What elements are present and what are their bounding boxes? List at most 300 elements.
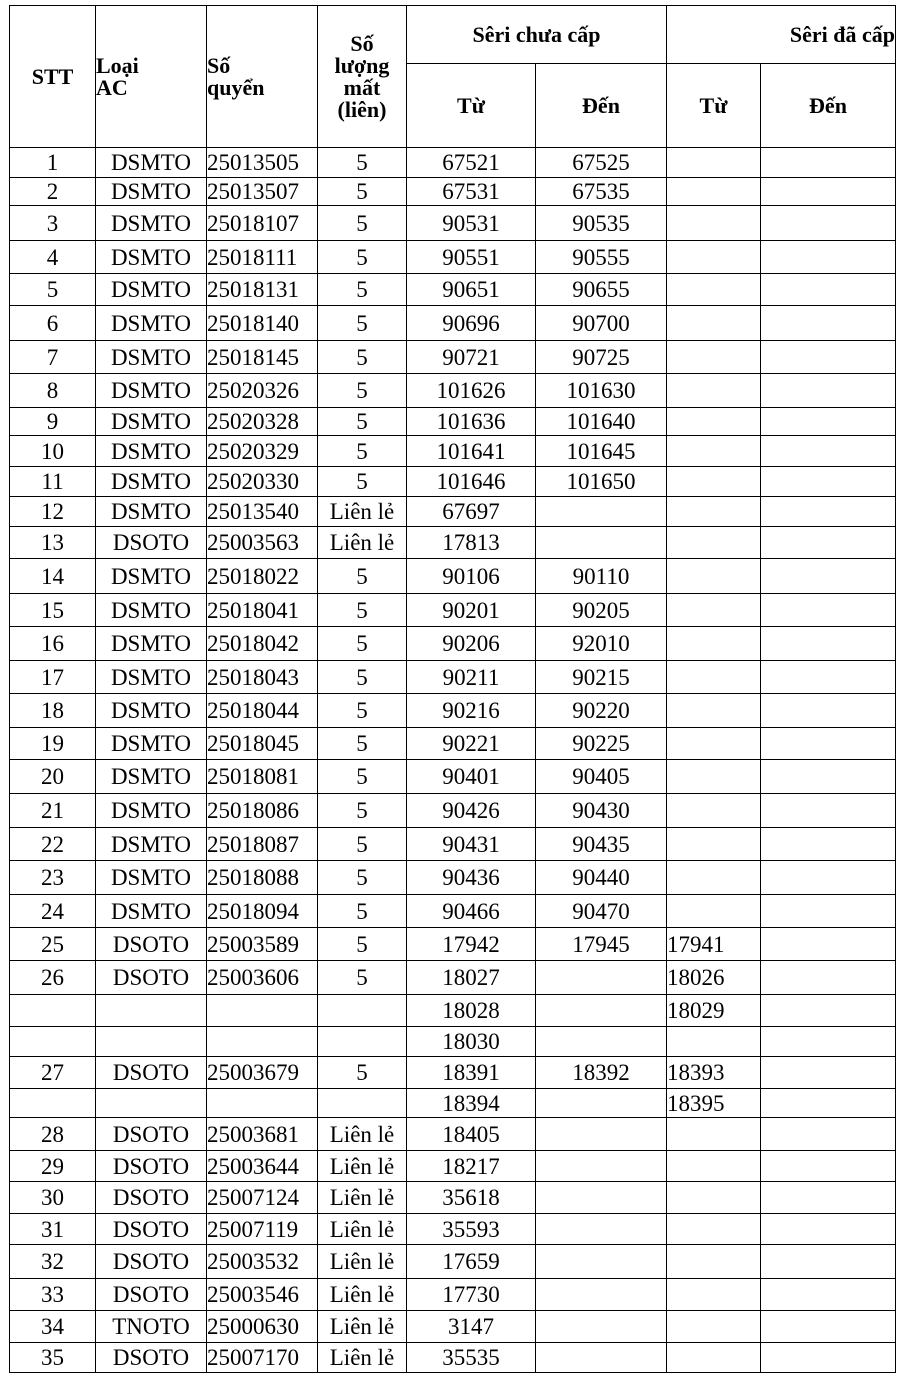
cell-chua-cap-den: 90405 [536, 760, 667, 794]
cell-so-quyen: 25000630 [207, 1311, 318, 1343]
cell-da-cap-den [761, 467, 896, 497]
cell-so-quyen [207, 995, 318, 1027]
cell-chua-cap-tu: 90431 [407, 828, 536, 861]
cell-da-cap-den [761, 408, 896, 436]
cell-chua-cap-tu: 90696 [407, 306, 536, 341]
table-row [10, 527, 896, 559]
cell-loai-ac: DSOTO [96, 961, 207, 995]
cell-stt: 21 [10, 794, 96, 828]
cell-da-cap-tu: 17941 [667, 928, 761, 961]
cell-da-cap-tu [667, 794, 761, 828]
header-loai-line2: AC [96, 74, 128, 100]
cell-da-cap-den [761, 895, 896, 928]
cell-so-luong: Liên lẻ [318, 1311, 407, 1343]
cell-chua-cap-den [536, 1214, 667, 1245]
cell-chua-cap-tu: 90211 [407, 661, 536, 694]
cell-da-cap-tu [667, 148, 761, 178]
cell-chua-cap-tu: 17659 [407, 1245, 536, 1279]
seri-table [9, 5, 896, 1373]
cell-chua-cap-tu: 18405 [407, 1118, 536, 1151]
cell-so-quyen: 25003589 [207, 928, 318, 961]
cell-stt: 30 [10, 1182, 96, 1214]
cell-stt [10, 1089, 96, 1118]
cell-chua-cap-den [536, 1245, 667, 1279]
cell-loai-ac: DSMTO [96, 148, 207, 178]
cell-loai-ac: DSMTO [96, 178, 207, 206]
cell-stt: 29 [10, 1151, 96, 1182]
cell-so-luong: 5 [318, 627, 407, 661]
table-row [10, 1027, 896, 1057]
table-row [10, 178, 896, 206]
cell-so-luong: 5 [318, 241, 407, 274]
cell-chua-cap-tu: 90466 [407, 895, 536, 928]
cell-stt: 23 [10, 861, 96, 895]
cell-so-quyen: 25018041 [207, 594, 318, 627]
cell-chua-cap-tu: 90221 [407, 728, 536, 760]
cell-so-luong: 5 [318, 594, 407, 627]
cell-da-cap-den [761, 206, 896, 241]
cell-chua-cap-den [536, 1311, 667, 1343]
cell-da-cap-tu [667, 828, 761, 861]
cell-chua-cap-tu: 101626 [407, 374, 536, 408]
table-row [10, 467, 896, 497]
cell-da-cap-tu [667, 436, 761, 467]
cell-so-luong: 5 [318, 760, 407, 794]
cell-stt: 25 [10, 928, 96, 961]
table-row [10, 241, 896, 274]
cell-chua-cap-den: 67535 [536, 178, 667, 206]
cell-loai-ac: DSMTO [96, 559, 207, 594]
cell-stt: 18 [10, 694, 96, 728]
cell-stt: 27 [10, 1057, 96, 1089]
cell-chua-cap-den [536, 1089, 667, 1118]
cell-chua-cap-tu: 90106 [407, 559, 536, 594]
cell-loai-ac: DSMTO [96, 274, 207, 306]
cell-so-luong: Liên lẻ [318, 1118, 407, 1151]
cell-da-cap-den [761, 1057, 896, 1089]
cell-chua-cap-den: 90700 [536, 306, 667, 341]
cell-chua-cap-den: 67525 [536, 148, 667, 178]
cell-so-quyen: 25020326 [207, 374, 318, 408]
cell-chua-cap-tu: 18217 [407, 1151, 536, 1182]
header-stt: STT [10, 6, 96, 148]
cell-chua-cap-den [536, 527, 667, 559]
cell-loai-ac: DSOTO [96, 1057, 207, 1089]
cell-so-luong: 5 [318, 895, 407, 928]
cell-da-cap-tu [667, 527, 761, 559]
cell-chua-cap-tu: 90436 [407, 861, 536, 895]
table-row [10, 374, 896, 408]
cell-loai-ac: DSMTO [96, 206, 207, 241]
header-da-cap-den: Đến [761, 64, 896, 148]
cell-chua-cap-den [536, 961, 667, 995]
cell-da-cap-den [761, 627, 896, 661]
cell-da-cap-tu [667, 374, 761, 408]
cell-loai-ac: DSOTO [96, 1245, 207, 1279]
cell-so-quyen: 25003546 [207, 1279, 318, 1311]
cell-chua-cap-tu: 67531 [407, 178, 536, 206]
cell-stt: 10 [10, 436, 96, 467]
cell-stt: 14 [10, 559, 96, 594]
cell-stt: 31 [10, 1214, 96, 1245]
cell-so-luong: 5 [318, 694, 407, 728]
table-body [10, 148, 896, 1373]
cell-stt: 7 [10, 341, 96, 374]
table-row [10, 274, 896, 306]
table-row [10, 408, 896, 436]
cell-chua-cap-den: 90430 [536, 794, 667, 828]
cell-da-cap-tu [667, 1245, 761, 1279]
cell-so-luong: 5 [318, 559, 407, 594]
cell-chua-cap-tu: 90206 [407, 627, 536, 661]
cell-chua-cap-den: 90220 [536, 694, 667, 728]
cell-da-cap-tu [667, 861, 761, 895]
cell-stt: 6 [10, 306, 96, 341]
cell-da-cap-den [761, 274, 896, 306]
cell-da-cap-den [761, 694, 896, 728]
cell-so-quyen: 25013507 [207, 178, 318, 206]
cell-chua-cap-den: 90225 [536, 728, 667, 760]
cell-loai-ac: DSOTO [96, 1151, 207, 1182]
cell-loai-ac: DSOTO [96, 928, 207, 961]
cell-so-quyen: 25018081 [207, 760, 318, 794]
table-row [10, 148, 896, 178]
cell-chua-cap-tu: 3147 [407, 1311, 536, 1343]
cell-so-luong: 5 [318, 928, 407, 961]
cell-chua-cap-den [536, 497, 667, 527]
cell-loai-ac: DSMTO [96, 306, 207, 341]
cell-stt: 4 [10, 241, 96, 274]
cell-chua-cap-tu: 90651 [407, 274, 536, 306]
cell-da-cap-tu [667, 760, 761, 794]
table-row [10, 794, 896, 828]
header-so-luong-line1: Số [350, 30, 374, 56]
cell-stt: 15 [10, 594, 96, 627]
cell-chua-cap-den: 90110 [536, 559, 667, 594]
cell-loai-ac [96, 1027, 207, 1057]
cell-chua-cap-den: 17945 [536, 928, 667, 961]
cell-chua-cap-den: 90205 [536, 594, 667, 627]
cell-so-luong: Liên lẻ [318, 1182, 407, 1214]
cell-so-quyen [207, 1089, 318, 1118]
cell-so-luong: 5 [318, 178, 407, 206]
cell-chua-cap-den [536, 1151, 667, 1182]
cell-so-luong: 5 [318, 828, 407, 861]
cell-da-cap-den [761, 527, 896, 559]
cell-stt: 3 [10, 206, 96, 241]
cell-so-quyen: 25018043 [207, 661, 318, 694]
table-row [10, 206, 896, 241]
cell-chua-cap-den: 90440 [536, 861, 667, 895]
cell-so-quyen: 25007124 [207, 1182, 318, 1214]
table-row [10, 559, 896, 594]
header-so-quyen-line2: quyển [207, 74, 265, 100]
cell-loai-ac: DSMTO [96, 341, 207, 374]
table-row [10, 627, 896, 661]
cell-da-cap-den [761, 1027, 896, 1057]
cell-da-cap-den [761, 497, 896, 527]
cell-chua-cap-den: 90655 [536, 274, 667, 306]
cell-loai-ac: DSMTO [96, 408, 207, 436]
cell-chua-cap-den: 90725 [536, 341, 667, 374]
cell-so-quyen: 25018131 [207, 274, 318, 306]
cell-chua-cap-den: 101645 [536, 436, 667, 467]
table-row [10, 594, 896, 627]
cell-chua-cap-den [536, 1118, 667, 1151]
cell-loai-ac: DSMTO [96, 760, 207, 794]
header-loai-ac [96, 6, 207, 148]
cell-loai-ac: DSMTO [96, 627, 207, 661]
cell-chua-cap-tu: 17730 [407, 1279, 536, 1311]
cell-da-cap-tu [667, 306, 761, 341]
cell-da-cap-tu [667, 1118, 761, 1151]
header-chua-cap-tu: Từ [407, 64, 536, 148]
cell-so-luong: 5 [318, 661, 407, 694]
cell-chua-cap-tu: 35618 [407, 1182, 536, 1214]
cell-da-cap-den [761, 374, 896, 408]
cell-da-cap-tu [667, 1279, 761, 1311]
cell-chua-cap-tu: 90531 [407, 206, 536, 241]
cell-loai-ac: DSMTO [96, 497, 207, 527]
cell-so-luong: 5 [318, 1057, 407, 1089]
cell-da-cap-den [761, 794, 896, 828]
cell-chua-cap-den [536, 995, 667, 1027]
header-so-quyen [207, 6, 318, 148]
cell-stt: 34 [10, 1311, 96, 1343]
table-row [10, 1343, 896, 1373]
cell-so-quyen: 25007170 [207, 1343, 318, 1373]
table-row [10, 995, 896, 1027]
cell-chua-cap-tu: 101646 [407, 467, 536, 497]
cell-stt: 19 [10, 728, 96, 760]
cell-chua-cap-den: 90215 [536, 661, 667, 694]
cell-chua-cap-tu: 17813 [407, 527, 536, 559]
cell-so-quyen: 25018094 [207, 895, 318, 928]
cell-da-cap-tu [667, 241, 761, 274]
header-loai-line1: Loại [96, 52, 139, 78]
cell-so-luong: 5 [318, 861, 407, 895]
cell-chua-cap-den: 90535 [536, 206, 667, 241]
cell-chua-cap-tu: 18394 [407, 1089, 536, 1118]
header-so-quyen-line1: Số [207, 52, 231, 78]
table-row [10, 895, 896, 928]
cell-da-cap-tu: 18395 [667, 1089, 761, 1118]
cell-stt: 17 [10, 661, 96, 694]
cell-da-cap-tu [667, 661, 761, 694]
cell-so-quyen: 25018145 [207, 341, 318, 374]
cell-chua-cap-den: 92010 [536, 627, 667, 661]
cell-loai-ac: DSMTO [96, 374, 207, 408]
table-row [10, 497, 896, 527]
cell-so-luong [318, 995, 407, 1027]
cell-so-quyen: 25018088 [207, 861, 318, 895]
table-row [10, 828, 896, 861]
cell-so-quyen: 25020329 [207, 436, 318, 467]
header-seri-da-cap: Sêri đã cấp [667, 6, 896, 64]
table-row [10, 1311, 896, 1343]
cell-da-cap-tu [667, 1027, 761, 1057]
cell-da-cap-den [761, 594, 896, 627]
table-row [10, 436, 896, 467]
cell-da-cap-den [761, 559, 896, 594]
cell-loai-ac: DSOTO [96, 1343, 207, 1373]
cell-stt: 2 [10, 178, 96, 206]
cell-chua-cap-den: 101640 [536, 408, 667, 436]
cell-stt: 24 [10, 895, 96, 928]
cell-so-luong: Liên lẻ [318, 1245, 407, 1279]
cell-so-quyen: 25018086 [207, 794, 318, 828]
cell-so-luong: 5 [318, 436, 407, 467]
cell-chua-cap-den: 18392 [536, 1057, 667, 1089]
cell-stt: 11 [10, 467, 96, 497]
cell-loai-ac: DSOTO [96, 1214, 207, 1245]
cell-so-luong: Liên lẻ [318, 1279, 407, 1311]
cell-chua-cap-den [536, 1182, 667, 1214]
cell-loai-ac: DSMTO [96, 594, 207, 627]
cell-loai-ac: DSMTO [96, 895, 207, 928]
cell-da-cap-tu: 18029 [667, 995, 761, 1027]
cell-chua-cap-tu: 67521 [407, 148, 536, 178]
cell-so-luong: Liên lẻ [318, 497, 407, 527]
cell-loai-ac: DSMTO [96, 694, 207, 728]
table-row [10, 961, 896, 995]
cell-so-quyen: 25013540 [207, 497, 318, 527]
cell-da-cap-den [761, 306, 896, 341]
table-row [10, 1214, 896, 1245]
cell-da-cap-tu [667, 694, 761, 728]
cell-chua-cap-tu: 18391 [407, 1057, 536, 1089]
cell-so-quyen: 25007119 [207, 1214, 318, 1245]
table-row [10, 661, 896, 694]
cell-da-cap-den [761, 728, 896, 760]
cell-so-quyen: 25018087 [207, 828, 318, 861]
header-so-luong-line4: (liên) [337, 96, 387, 122]
cell-so-luong: 5 [318, 728, 407, 760]
cell-da-cap-den [761, 1182, 896, 1214]
cell-so-luong: Liên lẻ [318, 1214, 407, 1245]
cell-chua-cap-tu: 90401 [407, 760, 536, 794]
cell-so-luong [318, 1089, 407, 1118]
cell-da-cap-den [761, 861, 896, 895]
cell-chua-cap-tu: 35593 [407, 1214, 536, 1245]
cell-da-cap-tu: 18026 [667, 961, 761, 995]
cell-chua-cap-tu: 90201 [407, 594, 536, 627]
cell-so-luong: 5 [318, 341, 407, 374]
cell-stt: 5 [10, 274, 96, 306]
cell-loai-ac: DSMTO [96, 436, 207, 467]
cell-stt: 1 [10, 148, 96, 178]
cell-so-luong: 5 [318, 306, 407, 341]
cell-da-cap-den [761, 760, 896, 794]
header-so-luong-line2: lượng [334, 52, 390, 78]
cell-so-quyen: 25018042 [207, 627, 318, 661]
cell-da-cap-den [761, 1311, 896, 1343]
cell-so-luong: 5 [318, 148, 407, 178]
header-seri-chua-cap: Sêri chưa cấp [407, 6, 667, 64]
header-so-luong-mat [318, 6, 407, 148]
cell-da-cap-tu [667, 1214, 761, 1245]
cell-stt: 26 [10, 961, 96, 995]
cell-chua-cap-den: 90555 [536, 241, 667, 274]
cell-da-cap-den [761, 1343, 896, 1373]
cell-chua-cap-tu: 101641 [407, 436, 536, 467]
cell-loai-ac [96, 995, 207, 1027]
cell-so-luong: 5 [318, 408, 407, 436]
cell-stt: 28 [10, 1118, 96, 1151]
table-header [10, 6, 896, 148]
cell-da-cap-den [761, 436, 896, 467]
table-row [10, 1151, 896, 1182]
cell-loai-ac: DSOTO [96, 1279, 207, 1311]
cell-loai-ac: DSMTO [96, 467, 207, 497]
cell-da-cap-tu [667, 1151, 761, 1182]
cell-da-cap-den [761, 1151, 896, 1182]
cell-chua-cap-tu: 18027 [407, 961, 536, 995]
cell-so-quyen: 25020328 [207, 408, 318, 436]
cell-da-cap-tu [667, 1182, 761, 1214]
cell-loai-ac: DSMTO [96, 861, 207, 895]
cell-so-quyen: 25020330 [207, 467, 318, 497]
cell-chua-cap-tu: 35535 [407, 1343, 536, 1373]
table-row [10, 1279, 896, 1311]
cell-loai-ac: DSOTO [96, 1182, 207, 1214]
table-row [10, 306, 896, 341]
cell-da-cap-tu [667, 1311, 761, 1343]
cell-da-cap-tu [667, 728, 761, 760]
cell-da-cap-tu [667, 178, 761, 206]
cell-stt [10, 995, 96, 1027]
cell-stt: 9 [10, 408, 96, 436]
cell-so-quyen: 25013505 [207, 148, 318, 178]
cell-stt: 32 [10, 1245, 96, 1279]
cell-chua-cap-den [536, 1279, 667, 1311]
cell-loai-ac: DSMTO [96, 794, 207, 828]
table-row [10, 928, 896, 961]
cell-loai-ac: DSOTO [96, 527, 207, 559]
cell-da-cap-tu [667, 627, 761, 661]
cell-da-cap-den [761, 1279, 896, 1311]
cell-chua-cap-den: 101630 [536, 374, 667, 408]
cell-so-luong: Liên lẻ [318, 527, 407, 559]
cell-da-cap-tu: 18393 [667, 1057, 761, 1089]
cell-so-quyen: 25018107 [207, 206, 318, 241]
cell-so-quyen: 25003532 [207, 1245, 318, 1279]
cell-chua-cap-tu: 90216 [407, 694, 536, 728]
cell-chua-cap-tu: 90721 [407, 341, 536, 374]
cell-da-cap-den [761, 241, 896, 274]
cell-so-quyen: 25018111 [207, 241, 318, 274]
cell-da-cap-den [761, 961, 896, 995]
cell-da-cap-den [761, 661, 896, 694]
cell-so-luong: 5 [318, 467, 407, 497]
cell-loai-ac: DSMTO [96, 828, 207, 861]
cell-da-cap-den [761, 928, 896, 961]
cell-da-cap-tu [667, 274, 761, 306]
cell-so-luong: 5 [318, 794, 407, 828]
cell-so-luong: Liên lẻ [318, 1151, 407, 1182]
cell-so-quyen: 25018022 [207, 559, 318, 594]
cell-chua-cap-den [536, 1343, 667, 1373]
cell-chua-cap-den: 90435 [536, 828, 667, 861]
cell-da-cap-den [761, 1245, 896, 1279]
cell-so-luong [318, 1027, 407, 1057]
cell-da-cap-tu [667, 206, 761, 241]
cell-da-cap-den [761, 341, 896, 374]
cell-da-cap-tu [667, 408, 761, 436]
cell-da-cap-den [761, 1118, 896, 1151]
cell-so-luong: 5 [318, 274, 407, 306]
header-da-cap-tu: Từ [667, 64, 761, 148]
